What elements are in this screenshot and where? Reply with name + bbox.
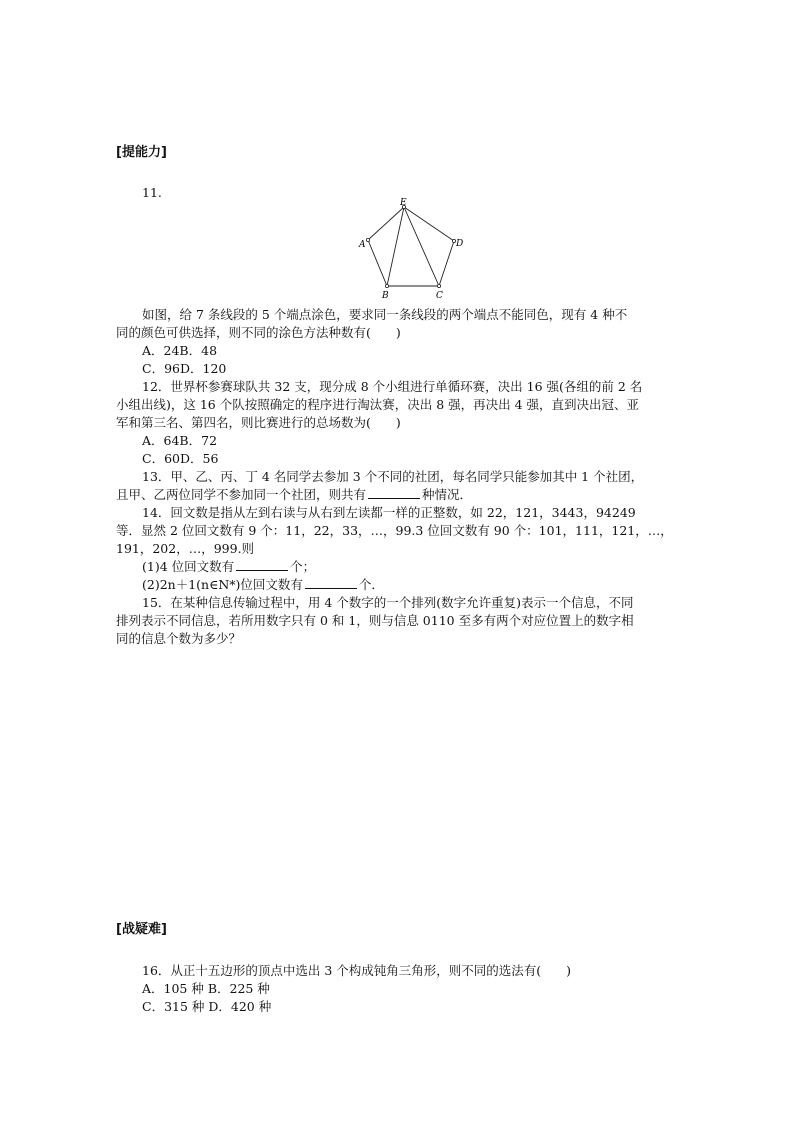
q14-text-3: 191，202，…，999.则 <box>116 541 255 556</box>
q14-part-1 <box>142 558 732 576</box>
label-c: C <box>436 291 443 301</box>
q15-text-3: 同的信息个数为多少？ <box>116 631 242 646</box>
q13-text-2a: 且甲、乙两位同学不参加同一个社团，则共有 <box>116 487 367 502</box>
q16-text-1: 16．从正十五边形的顶点中选出 3 个构成钝角三角形，则不同的选法有( ) <box>142 963 572 978</box>
segment-eb <box>387 207 404 286</box>
section-heading-ability: [提能力] <box>116 145 167 160</box>
segment-ea <box>368 207 404 240</box>
q14-text-1: 14．回文数是指从左到右读与从右到左读都一样的正整数，如 22，121，3443，94249 <box>142 505 636 520</box>
q13-answer-blank[interactable] <box>368 486 420 499</box>
q13-text-2 <box>116 486 706 504</box>
q12-options-1: A．64B．72 <box>142 433 218 448</box>
question-11-number: 11. <box>142 185 162 200</box>
q16-options-1: A．105 种 B．225 种 <box>142 981 270 996</box>
q14-part-1b: 个； <box>290 559 316 574</box>
q14-part-2b: 个． <box>358 577 384 592</box>
q14-part-2 <box>142 576 732 594</box>
label-d: D <box>456 239 464 249</box>
q15-text-2: 排列表示不同信息，若所用数字只有 0 和 1，则与信息 0110 至多有两个对应位置上的数字相 <box>116 613 634 628</box>
vertex-b <box>385 284 388 287</box>
vertex-a <box>366 238 369 241</box>
q13-text-1: 13．甲、乙、丙、丁 4 名同学去参加 3 个不同的社团，每名同学只能参加其中 1 个社团， <box>142 469 644 484</box>
q12-text-3: 军和第三名、第四名，则比赛进行的总场数为( ) <box>116 415 401 430</box>
q12-options-2: C．60D．56 <box>142 451 219 466</box>
q14-part-1-blank[interactable] <box>236 558 288 571</box>
label-e: E <box>400 198 407 208</box>
segment-dc <box>439 241 454 286</box>
q15-text-1: 15．在某种信息传输过程中，用 4 个数字的一个排列(数字允许重复)表示一个信息，不同 <box>142 595 634 610</box>
q11-options-1: A．24B．48 <box>142 343 218 358</box>
section-heading-challenge: [战疑难] <box>116 922 167 937</box>
q11-text-1: 如图，给 7 条线段的 5 个端点涂色，要求同一条线段的两个端点不能同色，现有 4 种不 <box>142 307 628 322</box>
vertex-c <box>437 284 440 287</box>
label-a: A <box>359 240 366 250</box>
pentagon-figure <box>350 198 470 302</box>
label-b: B <box>382 291 389 301</box>
q11-options-2: C．96D．120 <box>142 361 227 376</box>
q11-text-2: 同的颜色可供选择，则不同的涂色方法种数有( ) <box>116 325 401 340</box>
q13-text-2b: 种情况． <box>422 487 473 502</box>
segment-ab <box>368 240 387 286</box>
q12-text-1: 12．世界杯参赛球队共 32 支，现分成 8 个小组进行单循环赛，决出 16 强(各组的前 2 名 <box>142 379 643 394</box>
q12-text-2: 小组出线)，这 16 个队按照确定的程序进行淘汰赛，决出 8 强，再决出 4 强，直到决出冠、亚 <box>116 397 640 412</box>
q14-part-2-blank[interactable] <box>305 576 357 589</box>
q14-part-2a: (2)2n＋1(n∈N*)位回文数有 <box>142 577 303 592</box>
q16-options-2: C．315 种 D．420 种 <box>142 999 272 1014</box>
q14-part-1a: (1)4 位回文数有 <box>142 559 235 574</box>
q14-text-2: 等．显然 2 位回文数有 9 个：11，22，33，…，99.3 位回文数有 90 个：101，111，121，…， <box>116 523 673 538</box>
